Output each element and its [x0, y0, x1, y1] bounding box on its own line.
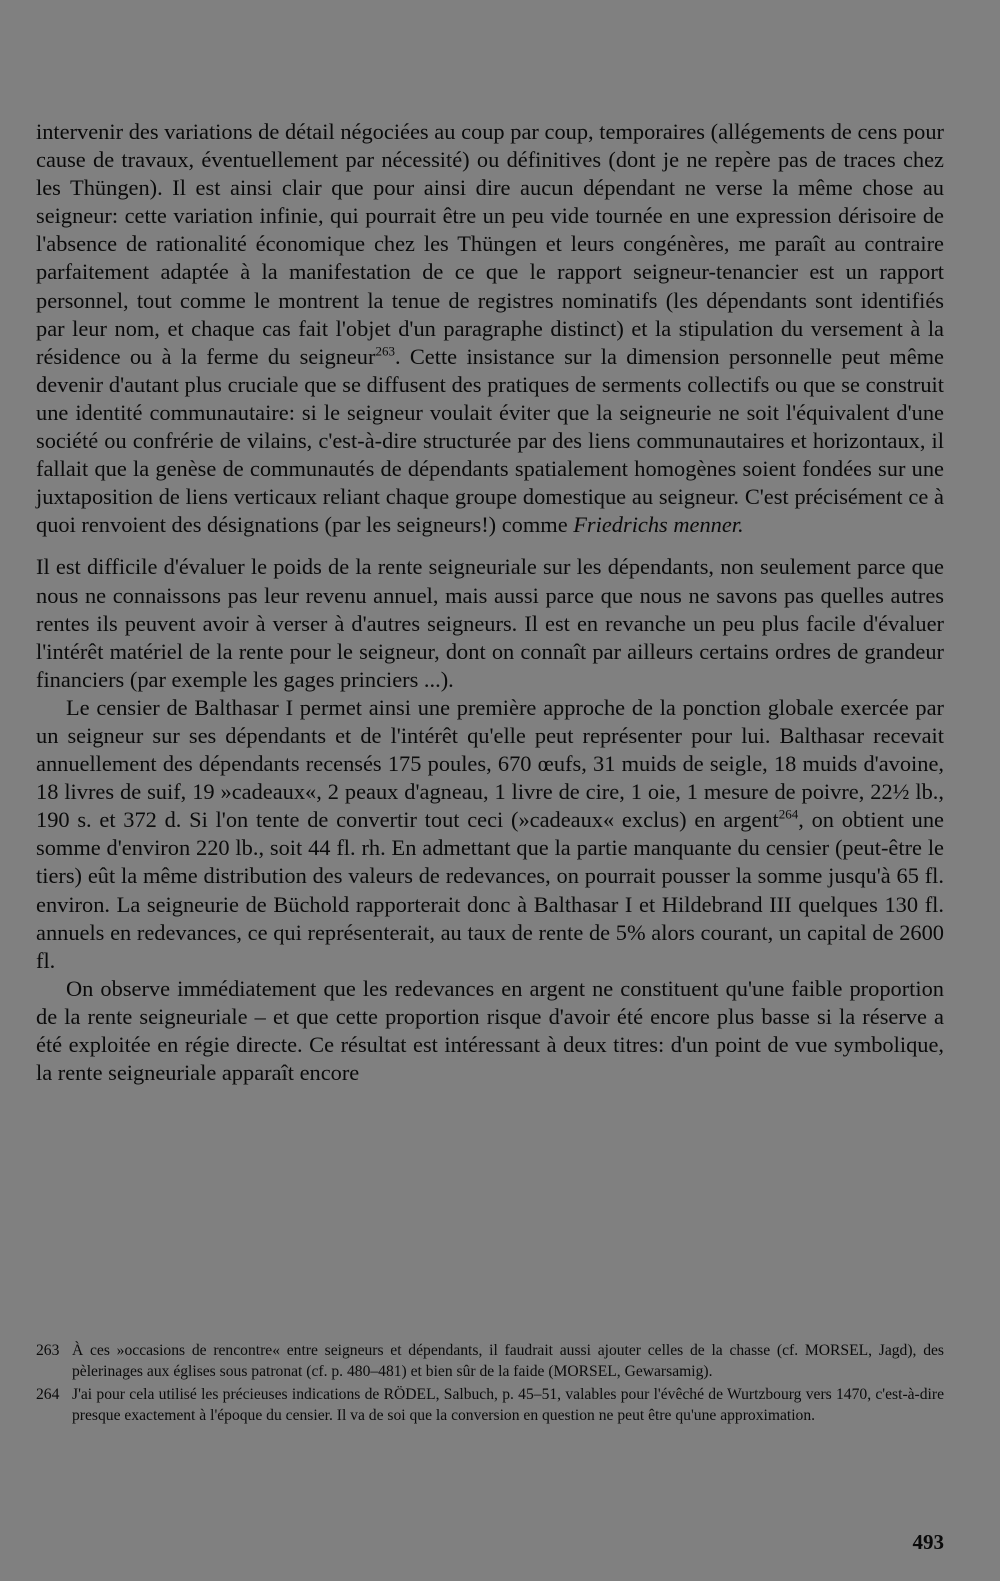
footnote-ref-263[interactable]: 263: [375, 343, 395, 359]
footnote-263: [36, 1340, 944, 1382]
footnote-text: À ces »occasions de rencontre« entre seigneurs et dépendants, il faudrait aussi ajouter celles de la chasse (cf. MORSEL, Jagd), des pèlerinages aux églises sous patronat (cf. p. 480–481) et bien sûr de la faide (MORSEL, Gewarsamig).: [72, 1342, 944, 1380]
paragraph-1: [36, 118, 944, 539]
footnote-ref-264[interactable]: 264: [778, 806, 799, 822]
footnotes: [36, 1340, 944, 1428]
footnote-264: [36, 1384, 944, 1426]
paragraph-4: On observe immédiatement que les redevances en argent ne constituent qu'une faible proportion de la rente seigneuriale – et que cette proportion risque d'avoir été encore plus basse si la réserve a été exploitée en régie directe. Ce résultat est intéressant à deux titres: d'un point de vue symbolique, la rente seigneuriale apparaît encore: [36, 975, 944, 1086]
paragraph-1-text-a: intervenir des variations de détail négociées au coup par coup, temporaires (allégements de cens pour cause de travaux, éventuellement par nécessité) ou définitives (dont je ne repère pas de traces chez les Thüngen). Il est ainsi clair que pour ainsi dire aucun dépendant ne verse la même chose au seigneur: cette variation infinie, qui pourrait être un peu vide tournée en une expression dérisoire de l'absence de rationalité économique chez les Thüngen et leurs congénères, me paraît au contraire parfaitement adaptée à la manifestation de ce que le rapport seigneur-tenancier est un rapport personnel, tout comme le montrent la tenue de registres nominatifs (les dépendants sont identifiés par leur nom, et chaque cas fait l'objet d'un paragraphe distinct) et la stipulation du versement à la résidence ou à la ferme du seigneur: [36, 119, 944, 369]
paragraph-3: [36, 694, 944, 975]
footnote-text: J'ai pour cela utilisé les précieuses indications de RÖDEL, Salbuch, p. 45–51, valables pour l'évêché de Wurtzbourg vers 1470, c'est-à-dire presque exactement à l'époque du censier. Il va de soi que la conversion en question ne peut être qu'une approximation.: [72, 1386, 944, 1424]
paragraph-3-text-b: , on obtient une somme d'environ 220 lb., soit 44 fl. rh. En admettant que la partie manquante du censier (peut-être le tiers) eût la même distribution des valeurs de redevances, on pourrait pousser la somme jusqu'à 65 fl. environ. La seigneurie de Büchold rapporterait donc à Balthasar I et Hildebrand III quelques 130 fl. annuels en redevances, ce qui représenterait, au taux de rente de 5% alors courant, un capital de 2600 fl.: [36, 807, 944, 973]
italic-term: Friedrichs menner.: [573, 512, 744, 538]
footnote-number: 264: [36, 1386, 60, 1403]
paragraph-3-text-a: Le censier de Balthasar I permet ainsi une première approche de la ponction globale exercée par un seigneur sur ses dépendants et de l'intérêt qu'elle peut représenter pour lui. Balthasar recevait annuellement des dépendants recensés 175 poules, 670 œufs, 31 muids de seigle, 18 muids d'avoine, 18 livres de suif, 19 »cadeaux«, 2 peaux d'agneau, 1 livre de cire, 1 oie, 1 mesure de poivre, 22½ lb., 190 s. et 372 d. Si l'on tente de convertir tout ceci (»cadeaux« exclus) en argent: [36, 694, 944, 833]
paragraph-2: Il est difficile d'évaluer le poids de la rente seigneuriale sur les dépendants, non seulement parce que nous ne connaissons pas leur revenu annuel, mais aussi parce que nous ne savons pas quelles autres rentes ils peuvent avoir à verser à d'autres seigneurs. Il est en revanche un peu plus facile d'évaluer l'intérêt matériel de la rente pour le seigneur, dont on connaît par ailleurs certains ordres de grandeur financiers (par exemple les gages princiers ...).: [36, 554, 944, 692]
page-number: 493: [912, 1530, 944, 1554]
main-text: [36, 118, 944, 1087]
footnote-number: 263: [36, 1342, 60, 1359]
paragraph-1-text-b: . Cette insistance sur la dimension personnelle peut même devenir d'autant plus cruciale que se diffusent des pratiques de serments collectifs ou que se construit une identité communautaire: si le seigneur voulait éviter que la seigneurie ne soit l'équivalent d'une société ou confrérie de vilains, c'est-à-dire structurée par des liens communautaires et horizontaux, il fallait que la genèse de communautés de dépendants spatialement homogènes soient fondées sur une juxtaposition de liens verticaux reliant chaque groupe domestique au seigneur. C'est précisément ce à quoi renvoient des désignations (par les seigneurs!) comme: [36, 343, 944, 538]
